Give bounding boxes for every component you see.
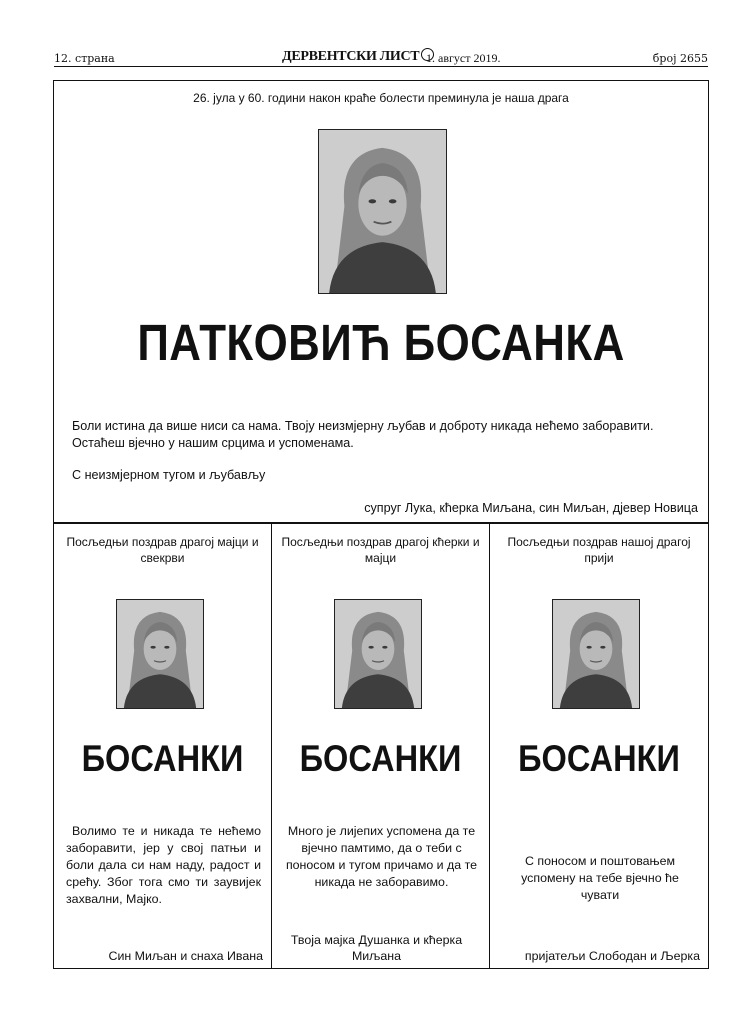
farewell-text: С поносом и поштовањем успомену на тебе вјечно ће чувати <box>521 854 679 902</box>
obituary-text: Боли истина да више ниси са нама. Твоју неизмјерну љубав и доброту никада нећемо заборавити. Остаћеш вјечно у нашим срцима и успоменама. <box>72 419 654 450</box>
portrait-photo <box>552 599 640 709</box>
deceased-name: ПАТКОВИЋ БОСАНКА <box>137 314 625 371</box>
farewell-text: Волимо те и никада те нећемо заборавити, јер у свој патњи и боли дала си нам наду, радост и срећу. Због тога смо ти заувијек захвални, Мајко. <box>66 824 261 906</box>
farewell-heading: Посљедњи поздрав нашој драгој прији <box>507 535 691 565</box>
portrait-photo <box>318 129 447 294</box>
farewell-text: Много је лијепих успомена да те вјечно памтимо, да о теби с поносом и тугом причамо и да те никада не заборавимо. <box>285 824 478 889</box>
page-header <box>54 48 708 67</box>
portrait-photo <box>334 599 422 709</box>
obituary-signature: супруг Лука, кћерка Миљана, син Миљан, дјевер Новица <box>364 501 698 515</box>
page-number: 12. страна <box>54 52 115 65</box>
main-obituary <box>53 80 709 523</box>
portrait-photo <box>116 599 204 709</box>
obituary-intro: 26. јула у 60. години након краће болести преминула је наша драга <box>193 91 569 105</box>
masthead-title: ДЕРВЕНТСКИ ЛИСТ <box>282 49 420 64</box>
farewell-signature: Твоја мајка Душанка и кћерка Миљана <box>290 933 463 963</box>
issue-number: број 2655 <box>652 52 708 65</box>
farewell-column <box>271 523 490 969</box>
grief-line: С неизмјерном тугом и љубављу <box>72 468 266 482</box>
farewell-name: БОСАНКИ <box>299 738 462 779</box>
farewell-heading: Посљедњи поздрав драгој мајци и свекрви <box>66 535 259 565</box>
farewell-name: БОСАНКИ <box>81 738 244 779</box>
farewell-name: БОСАНКИ <box>518 738 680 779</box>
farewell-column <box>489 523 709 969</box>
farewell-signature: Син Миљан и снаха Ивана <box>108 949 263 963</box>
masthead <box>282 48 434 65</box>
issue-date: 1. август 2019. <box>426 51 501 65</box>
farewell-heading: Посљедњи поздрав драгој кћерки и мајци <box>281 535 480 565</box>
farewell-signature: пријатељи Слободан и Љерка <box>524 949 700 963</box>
farewell-column <box>53 523 272 969</box>
